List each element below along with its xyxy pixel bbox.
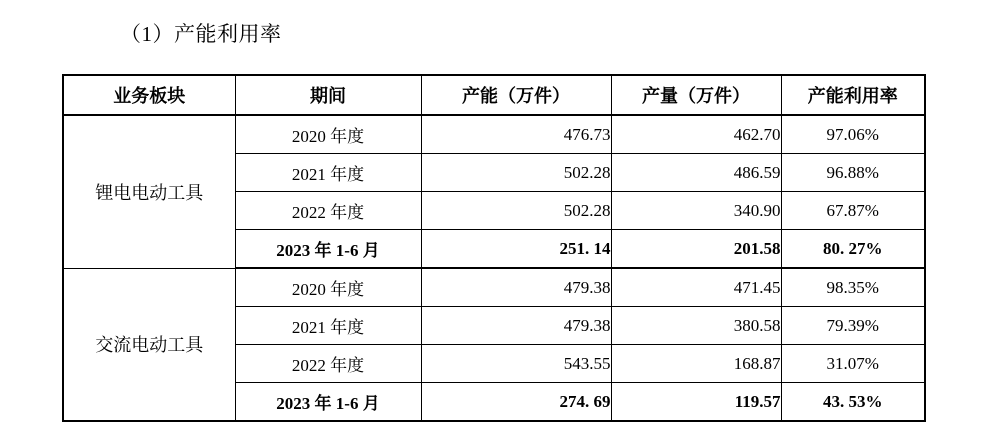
table-body [63,115,925,421]
cell-capacity: 543.55 [421,345,611,383]
column-header-business-segment: 业务板块 [63,75,235,115]
cell-utilization: 31.07% [781,345,925,383]
cell-utilization: 80. 27% [781,230,925,269]
cell-output: 340.90 [611,192,781,230]
capacity-utilization-table [62,74,926,422]
cell-utilization: 96.88% [781,154,925,192]
cell-utilization: 43. 53% [781,383,925,422]
cell-capacity: 479.38 [421,268,611,307]
column-header-period: 期间 [235,75,421,115]
cell-output: 201.58 [611,230,781,269]
cell-utilization: 97.06% [781,115,925,154]
cell-period: 2021 年度 [235,154,421,192]
capacity-utilization-table-container [62,74,924,422]
cell-period: 2020 年度 [235,268,421,307]
cell-output: 380.58 [611,307,781,345]
cell-period: 2023 年 1-6 月 [235,383,421,422]
segment-label-lithium: 锂电电动工具 [63,115,235,268]
cell-period: 2023 年 1-6 月 [235,230,421,269]
column-header-utilization: 产能利用率 [781,75,925,115]
cell-capacity: 502.28 [421,192,611,230]
cell-capacity: 251. 14 [421,230,611,269]
cell-output: 471.45 [611,268,781,307]
cell-period: 2022 年度 [235,192,421,230]
cell-utilization: 79.39% [781,307,925,345]
table-header-row [63,75,925,115]
table-row [63,115,925,154]
cell-output: 462.70 [611,115,781,154]
column-header-capacity: 产能（万件） [421,75,611,115]
cell-capacity: 479.38 [421,307,611,345]
page-title: （1）产能利用率 [120,22,282,46]
cell-period: 2021 年度 [235,307,421,345]
segment-label-ac: 交流电动工具 [63,268,235,421]
cell-output: 168.87 [611,345,781,383]
cell-utilization: 98.35% [781,268,925,307]
cell-capacity: 476.73 [421,115,611,154]
column-header-output: 产量（万件） [611,75,781,115]
cell-capacity: 274. 69 [421,383,611,422]
cell-period: 2022 年度 [235,345,421,383]
cell-output: 486.59 [611,154,781,192]
cell-capacity: 502.28 [421,154,611,192]
cell-output: 119.57 [611,383,781,422]
cell-period: 2020 年度 [235,115,421,154]
cell-utilization: 67.87% [781,192,925,230]
table-row [63,268,925,307]
table-header [63,75,925,115]
